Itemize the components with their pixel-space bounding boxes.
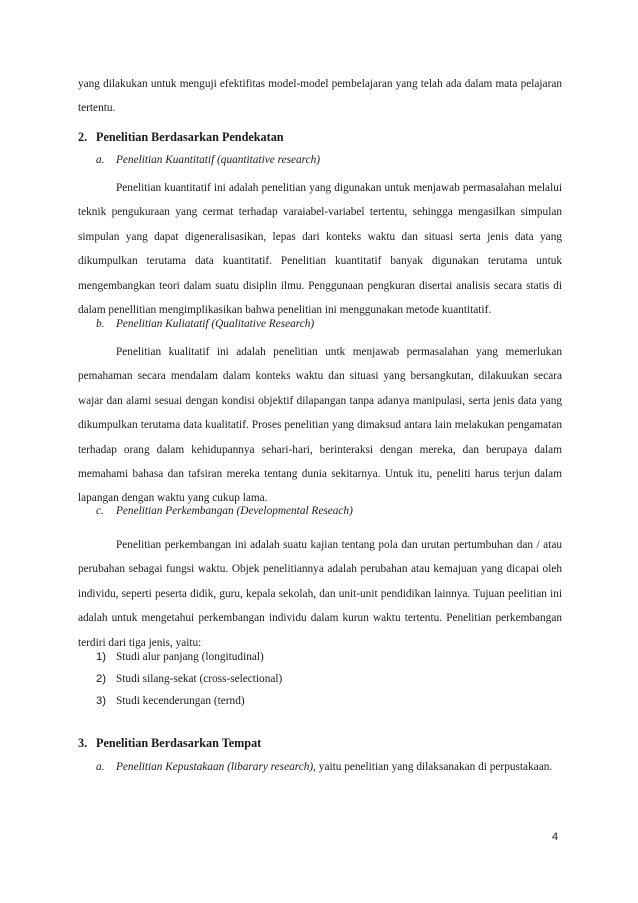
subsection-3a-title: Penelitian Kepustakaan (libarary research), — [116, 761, 316, 773]
subsection-2a-heading — [96, 154, 320, 166]
subsection-3a — [96, 755, 562, 779]
section-2-title: Penelitian Berdasarkan Pendekatan — [96, 130, 284, 144]
section-3-heading — [78, 736, 261, 751]
subsection-2c-heading — [96, 505, 353, 517]
subsection-2b-title: Penelitian Kuliatatif (Qualitative Research) — [116, 318, 315, 330]
subsection-2c-title: Penelitian Perkembangan (Developmental Reseach) — [116, 505, 353, 517]
list-item-text: Studi kecenderungan (ternd) — [116, 695, 245, 707]
subsection-2b-letter: b. — [96, 318, 105, 330]
subsection-2c-letter: c. — [96, 505, 104, 517]
list-item-text: Studi alur panjang (longitudinal) — [116, 651, 264, 663]
list-item-text: Studi silang-sekat (cross-selectional) — [116, 673, 283, 685]
section-2-number: 2. — [78, 130, 88, 144]
list-item-number: 1) — [96, 651, 107, 663]
section-3-number: 3. — [78, 736, 88, 750]
subsection-3a-rest: yaitu penelitian yang dilaksanakan di perpustakaan. — [315, 761, 553, 773]
section-3-title: Penelitian Berdasarkan Tempat — [96, 736, 262, 750]
intro-paragraph: yang dilakukan untuk menguji efektifitas model-model pembelajaran yang telah ada dalam mata pelajaran tertentu. — [78, 78, 562, 115]
page-number: 4 — [552, 831, 559, 843]
subsection-2a-body: Penelitian kuantitatif ini adalah penelitian yang digunakan untuk menjawab permasalahan melalui teknik pengukuraan yang cermat terhadap varaiabel-variabel tertentu, sehingga mengasilkan simpulan simpulan yang dapat digeneralisasikan, lepas dari konteks waktu dan situasi serta jenis data yang dikumpulkan terutama data kuantitatif. Penelitian kuantitatif banyak digunakan terutama untuk mengembangkan teori dalam suatu disiplin ilmu. Penggunaan pengkuran disertai analisis secara statis di dalam penellitian mengimplikasikan bahwa penelitian ini menggunakan metode kuantitatif. — [78, 182, 562, 317]
subsection-2a-letter: a. — [96, 154, 105, 166]
list-item — [96, 695, 245, 707]
subsection-3a-text — [116, 755, 562, 779]
subsection-2a-title: Penelitian Kuantitatif (quantitative research) — [116, 154, 321, 166]
list-item-number: 2) — [96, 673, 107, 685]
subsection-3a-letter: a. — [96, 761, 105, 773]
section-2-heading — [78, 130, 284, 145]
subsection-2b-heading — [96, 318, 314, 330]
subsection-2c-body: Penelitian perkembangan ini adalah suatu kajian tentang pola dan urutan pertumbuhan dan / atau perubahan sebagai fungsi waktu. Objek penelitiannya adalah perubahan atau kemajuan yang dicapai oleh individu, seperti peserta didik, guru, kepala sekolah, dan unit-unit pendidikan lainnya. Tujuan peelitian ini adalah untuk mengetahui perkembangan individu dalam kurun waktu tertentu. Penelitian perkembangan terdiri dari tiga jenis, yaitu: — [78, 539, 562, 649]
subsection-2b-body: Penelitian kualitatif ini adalah penelitian untk menjawab permasalahan yang memerlukan pemahaman secara mendalam dalam konteks waktu dan situasi yang bersangkutan, dilakuukan secara wajar dan alami sesuai dengan kondisi objektif dilapangan tanpa adanya manipulasi, serta jenis data yang dikumpulkan terutama data kualitatif. Proses penelitian yang dimaksud antara lain melakukan pengamatan terhadap orang dalam kehidupannya sehari-hari, berinteraksi dengan mereka, dan berupaya dalam memahami bahasa dan tafsiran mereka tentang dunia sekitarnya. Untuk itu, peneliti harus terjun dalam lapangan dengan waktu yang cukup lama. — [78, 346, 562, 505]
list-item — [96, 651, 264, 663]
list-item — [96, 673, 282, 685]
list-item-number: 3) — [96, 695, 107, 707]
